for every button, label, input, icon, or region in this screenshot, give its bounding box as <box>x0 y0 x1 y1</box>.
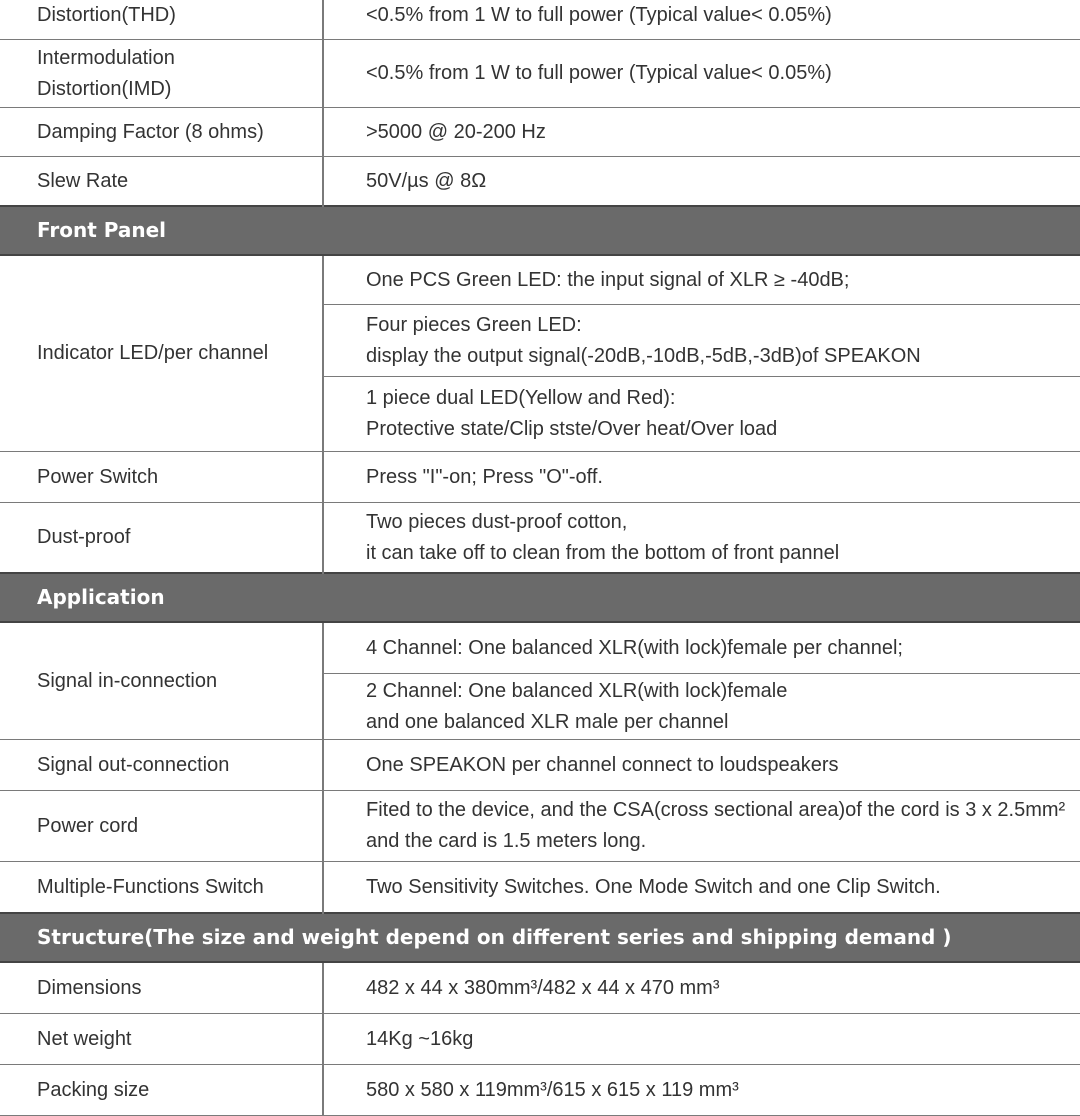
spec-label <box>0 791 323 862</box>
section-header: Front Panel <box>0 206 1080 255</box>
spec-label <box>0 40 323 108</box>
spec-label <box>0 157 323 207</box>
spec-value <box>323 40 1080 108</box>
spec-value <box>323 157 1080 207</box>
spec-label-line: Distortion(IMD) <box>37 77 172 100</box>
row-slew-rate <box>0 157 1080 207</box>
spec-value-line: One PCS Green LED: the input signal of XLR ≥ -40dB; <box>366 268 850 291</box>
spec-value-line: Protective state/Clip stste/Over heat/Over load <box>366 418 778 440</box>
section-application <box>0 573 1080 622</box>
spec-label <box>0 503 323 574</box>
section-front-panel <box>0 206 1080 255</box>
spec-label-line: Intermodulation <box>37 46 175 69</box>
spec-label-line: Dimensions <box>37 976 142 999</box>
spec-value <box>323 1014 1080 1065</box>
spec-value-line: 50V/µs @ 8Ω <box>366 169 487 192</box>
row-imd <box>0 40 1080 108</box>
spec-label <box>0 108 323 157</box>
row-net-weight <box>0 1014 1080 1065</box>
spec-value <box>323 255 1080 305</box>
row-power-cord <box>0 791 1080 862</box>
spec-label-line: Net weight <box>37 1027 132 1050</box>
row-dust-proof <box>0 503 1080 574</box>
spec-value-line: Two Sensitivity Switches. One Mode Switch and one Clip Switch. <box>366 875 941 898</box>
spec-value-line: 14Kg ~16kg <box>366 1027 474 1050</box>
spec-label-line: Multiple-Functions Switch <box>37 875 264 898</box>
row-indicator-led <box>0 255 1080 305</box>
spec-value-line: <0.5% from 1 W to full power (Typical value< 0.05%) <box>366 3 832 26</box>
spec-value <box>323 452 1080 503</box>
spec-label-line: Packing size <box>37 1078 150 1101</box>
spec-value-line: and one balanced XLR male per channel <box>366 710 729 733</box>
spec-label-line: Indicator LED/per channel <box>37 342 269 364</box>
spec-value-line: 580 x 580 x 119mm³/615 x 615 x 119 mm³ <box>366 1078 739 1101</box>
spec-label-line: Signal in-connection <box>37 669 218 692</box>
row-multi-function-switch <box>0 862 1080 914</box>
spec-value <box>323 377 1080 452</box>
spec-value-line: Press "I"-on; Press "O"-off. <box>366 465 603 488</box>
spec-value-line: 1 piece dual LED(Yellow and Red): <box>366 387 676 409</box>
spec-value-line: One SPEAKON per channel connect to loudspeakers <box>366 753 839 776</box>
row-power-switch <box>0 452 1080 503</box>
spec-value-line: 482 x 44 x 380mm³/482 x 44 x 470 mm³ <box>366 976 720 999</box>
section-header: Structure(The size and weight depend on different series and shipping demand ) <box>0 913 1080 962</box>
row-thd <box>0 0 1080 40</box>
spec-value <box>323 305 1080 377</box>
row-signal-out <box>0 740 1080 791</box>
spec-label <box>0 255 323 452</box>
spec-label <box>0 740 323 791</box>
spec-value <box>323 1065 1080 1116</box>
spec-value-line: 4 Channel: One balanced XLR(with lock)female per channel; <box>366 636 903 659</box>
spec-label-line: Slew Rate <box>37 169 129 192</box>
spec-label <box>0 962 323 1014</box>
spec-label <box>0 862 323 914</box>
spec-label-line: Power cord <box>37 814 139 837</box>
row-signal-in <box>0 622 1080 674</box>
spec-value-line: <0.5% from 1 W to full power (Typical value< 0.05%) <box>366 62 832 84</box>
spec-value <box>323 791 1080 862</box>
spec-label-line: Damping Factor (8 ohms) <box>37 120 264 143</box>
section-structure <box>0 913 1080 962</box>
spec-label-line: Dust-proof <box>37 526 131 548</box>
spec-value <box>323 962 1080 1014</box>
spec-value <box>323 862 1080 914</box>
spec-value <box>323 0 1080 40</box>
spec-label-line: Power Switch <box>37 465 159 488</box>
row-packing-size <box>0 1065 1080 1116</box>
spec-label <box>0 1014 323 1065</box>
section-header: Application <box>0 573 1080 622</box>
spec-value-line: display the output signal(-20dB,-10dB,-5dB,-3dB)of SPEAKON <box>366 344 921 367</box>
spec-value <box>323 503 1080 574</box>
spec-value-line: and the card is 1.5 meters long. <box>366 830 647 852</box>
spec-label-line: Signal out-connection <box>37 753 230 776</box>
spec-label <box>0 622 323 740</box>
spec-label-line: Distortion(THD) <box>37 3 176 26</box>
spec-label <box>0 0 323 40</box>
spec-value-line: Fited to the device, and the CSA(cross sectional area)of the cord is 3 x 2.5mm² <box>366 799 1066 821</box>
spec-value-line: Two pieces dust-proof cotton, <box>366 510 628 533</box>
spec-value <box>323 622 1080 674</box>
spec-value <box>323 108 1080 157</box>
spec-label <box>0 1065 323 1116</box>
spec-label <box>0 452 323 503</box>
spec-value-line: it can take off to clean from the bottom of front pannel <box>366 541 840 564</box>
spec-value <box>323 674 1080 740</box>
spec-value-line: >5000 @ 20-200 Hz <box>366 120 546 143</box>
spec-value-line: Four pieces Green LED: <box>366 313 582 336</box>
spec-value <box>323 740 1080 791</box>
row-damping-factor <box>0 108 1080 157</box>
spec-value-line: 2 Channel: One balanced XLR(with lock)female <box>366 679 788 702</box>
row-dimensions <box>0 962 1080 1014</box>
